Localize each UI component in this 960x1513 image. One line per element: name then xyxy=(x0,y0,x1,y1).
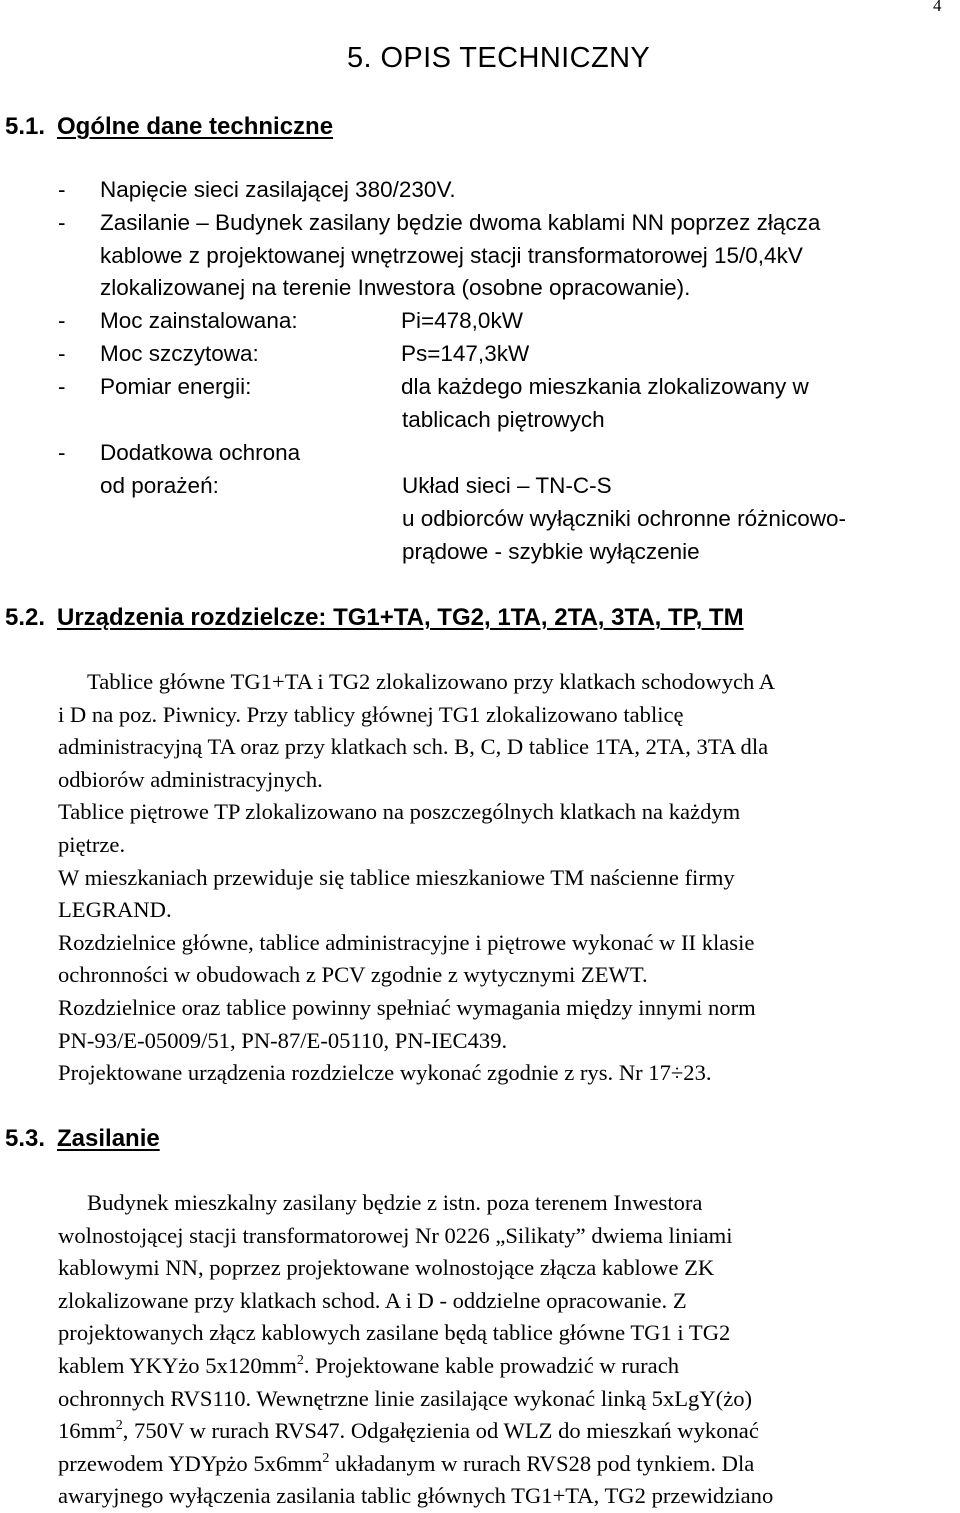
text-line: i D na poz. Piwnicy. Przy tablicy głównej TG1 zlokalizowano tablicę xyxy=(58,701,684,727)
bullet-dash: - xyxy=(58,341,66,366)
bullet-dash: - xyxy=(58,177,66,202)
text-line: odbiorów administracyjnych. xyxy=(58,766,323,792)
metering-label: Pomiar energii: xyxy=(100,374,252,399)
section-number: 5.2. xyxy=(5,604,46,631)
text-line: Tablice piętrowe TP zlokalizowano na poszczególnych klatkach na każdym xyxy=(58,799,741,825)
supply-line: kablowe z projektowanej wnętrzowej stacji transformatorowej 15/0,4kV xyxy=(100,242,803,268)
metering-value: dla każdego mieszkania zlokalizowany w xyxy=(401,374,809,399)
installed-power-value: Pi=478,0kW xyxy=(401,308,523,333)
text-segment: 16mm xyxy=(58,1418,116,1444)
text-line: Rozdzielnice oraz tablice powinny spełniać wymagania między innymi norm xyxy=(58,994,756,1020)
text-segment: . Projektowane kable prowadzić w rurach xyxy=(303,1352,680,1378)
bullet-voltage xyxy=(58,174,456,207)
superscript: 2 xyxy=(115,1418,123,1434)
section-title: Zasilanie xyxy=(57,1125,160,1152)
supply-paragraph xyxy=(58,1187,958,1513)
bullet-installed-power xyxy=(58,305,523,338)
superscript: 2 xyxy=(296,1352,304,1368)
section-heading-supply xyxy=(5,1125,160,1153)
text-line: zlokalizowane przy klatkach schod. A i D - oddzielne opracowanie. Z xyxy=(58,1287,687,1313)
section-title: Ogólne dane techniczne xyxy=(57,113,334,140)
peak-power-label: Moc szczytowa: xyxy=(100,341,259,366)
text-line: Budynek mieszkalny zasilany będzie z istn. poza terenem Inwestora xyxy=(87,1190,703,1215)
text-line: wolnostojącej stacji transformatorowej Nr 0226 „Silikaty” dwiema liniami xyxy=(58,1222,733,1248)
bullet-dash: - xyxy=(58,440,66,465)
protection-value: u odbiorców wyłączniki ochronne różnicowo- xyxy=(402,506,846,531)
bullet-dash: - xyxy=(58,308,66,333)
text-line: Projektowane urządzenia rozdzielcze wykonać zgodnie z rys. Nr 17÷23. xyxy=(58,1060,712,1086)
text-line: kablowymi NN, poprzez projektowane wolnostojące złącza kablowe ZK xyxy=(58,1255,715,1281)
protection-value: Układ sieci – TN-C-S xyxy=(402,473,612,498)
text-line: PN-93/E-05009/51, PN-87/E-05110, PN-IEC439. xyxy=(58,1027,508,1053)
protection-label: od porażeń: xyxy=(100,473,219,498)
text-line: administracyjną TA oraz przy klatkach sch. B, C, D tablice 1TA, 2TA, 3TA dla xyxy=(58,734,769,760)
text-line xyxy=(58,1350,958,1383)
text-segment: kablem YKYżo 5x120mm xyxy=(58,1352,297,1378)
text-line: LEGRAND. xyxy=(58,897,172,923)
text-line xyxy=(58,1415,958,1448)
text-segment: układanym w rurach RVS28 pod tynkiem. Dla xyxy=(329,1450,755,1476)
bullet-protection xyxy=(58,437,300,470)
bullet-dash: - xyxy=(58,210,66,235)
text-line: Tablice główne TG1+TA i TG2 zlokalizowano przy klatkach schodowych A xyxy=(87,669,776,694)
supply-line: zlokalizowanej na terenie Inwestora (osobne opracowanie). xyxy=(100,275,691,301)
supply-line: Zasilanie – Budynek zasilany będzie dwoma kablami NN poprzez złącza xyxy=(100,210,821,235)
bullet-dash: - xyxy=(58,374,66,399)
text-line: ochronnych RVS110. Wewnętrzne linie zasilające wykonać linką 5xLgY(żo) xyxy=(58,1385,753,1411)
section-number: 5.3. xyxy=(5,1125,46,1152)
section-heading-general xyxy=(5,113,333,141)
text-segment: przewodem YDYpżo 5x6mm xyxy=(58,1450,323,1476)
text-line xyxy=(58,1448,958,1481)
superscript: 2 xyxy=(322,1450,330,1466)
bullet-peak-power xyxy=(58,338,529,371)
metering-value: tablicach piętrowych xyxy=(402,407,605,432)
text-line: ochronności w obudowach z PCV zgodnie z wytycznymi ZEWT. xyxy=(58,962,648,988)
voltage-text: Napięcie sieci zasilającej 380/230V. xyxy=(100,177,456,202)
boards-paragraph xyxy=(58,666,958,1090)
protection-value: prądowe - szybkie wyłączenie xyxy=(402,539,700,564)
text-segment: , 750V w rurach RVS47. Odgałęzienia od WLZ do mieszkań wykonać xyxy=(122,1418,759,1444)
text-line: W mieszkaniach przewiduje się tablice mieszkaniowe TM naścienne firmy xyxy=(58,864,735,890)
section-title: Urządzenia rozdzielcze: TG1+TA, TG2, 1TA, 2TA, 3TA, TP, TM xyxy=(57,604,744,631)
text-line: piętrze. xyxy=(58,831,126,857)
bullet-metering xyxy=(58,371,809,404)
installed-power-label: Moc zainstalowana: xyxy=(100,308,298,333)
protection-label: Dodatkowa ochrona xyxy=(100,440,301,465)
text-line: projektowanych złącz kablowych zasilane będą tablice główne TG1 i TG2 xyxy=(58,1320,731,1346)
peak-power-value: Ps=147,3kW xyxy=(401,341,530,366)
chapter-title: 5. OPIS TECHNICZNY xyxy=(347,42,651,74)
section-number: 5.1. xyxy=(5,113,46,140)
page-number: 4 xyxy=(933,0,942,15)
bullet-supply xyxy=(58,207,820,305)
text-line: awaryjnego wyłączenia zasilania tablic głównych TG1+TA, TG2 przewidziano xyxy=(58,1483,774,1509)
section-heading-boards xyxy=(5,604,744,632)
text-line: Rozdzielnice główne, tablice administracyjne i piętrowe wykonać w II klasie xyxy=(58,929,755,955)
